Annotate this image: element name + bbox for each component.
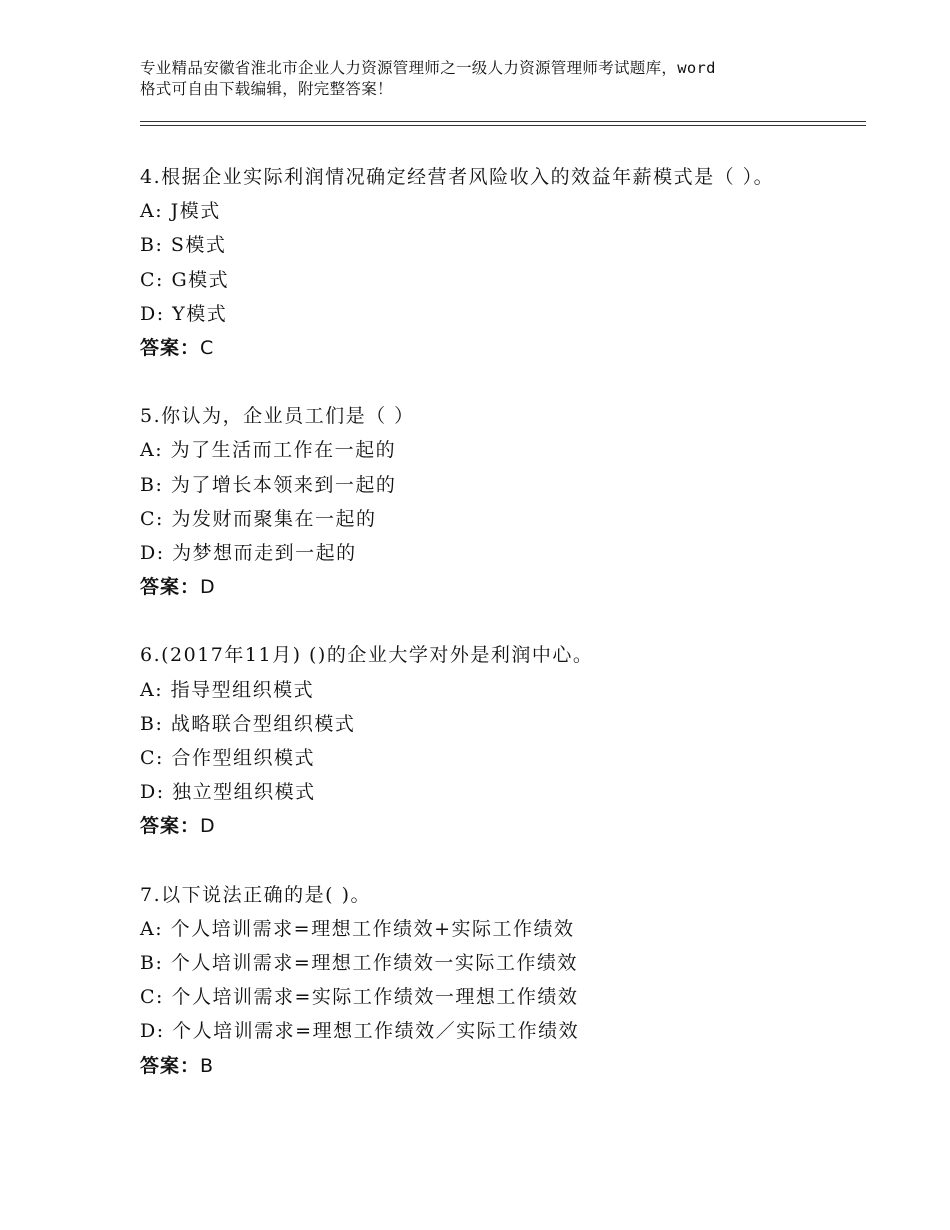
answer-label: 答案： [140,337,201,360]
question-stem: 5.你认为，企业员工们是（ ） [140,405,415,428]
question-4 [140,160,840,365]
option-d: D: 独立型组织模式 [140,781,316,804]
option-a: A: 个人培训需求=理想工作绩效+实际工作绩效 [140,917,575,940]
option-c: C: 为发财而聚集在一起的 [140,507,377,530]
option-c: C: G模式 [140,268,230,291]
document-header [140,58,830,100]
question-5 [140,399,840,604]
option-b: B: 个人培训需求=理想工作绩效一实际工作绩效 [140,952,578,975]
question-stem: 6.(2017年11月) ()的企业大学对外是利润中心。 [140,644,594,667]
answer-value: D [200,815,216,838]
question-6 [140,638,840,843]
answer-label: 答案： [140,1054,201,1077]
option-d: D: 个人培训需求=理想工作绩效／实际工作绩效 [140,1020,580,1043]
option-a: A: J模式 [140,200,221,223]
answer-value: B [200,1054,215,1077]
option-c: C: 合作型组织模式 [140,747,315,770]
header-line-2: 格式可自由下载编辑，附完整答案！ [140,80,393,98]
answer-line [140,809,840,843]
answer-value: C [200,337,215,360]
question-list [140,160,840,1117]
option-b: B: S模式 [140,234,227,257]
option-a: A: 指导型组织模式 [140,678,315,701]
question-stem: 4.根据企业实际利润情况确定经营者风险收入的效益年薪模式是（ ）。 [140,166,775,188]
option-d: D: Y模式 [140,302,228,325]
answer-label: 答案： [140,815,201,838]
answer-value: D [200,576,216,599]
option-b: B: 战略联合型组织模式 [140,712,356,735]
header-divider [140,121,866,126]
answer-label: 答案： [140,576,201,599]
header-line-1: 专业精品安徽省淮北市企业人力资源管理师之一级人力资源管理师考试题库，word [140,59,716,77]
question-7 [140,878,840,1083]
answer-line [140,1049,840,1083]
answer-line [140,570,840,604]
question-stem: 7.以下说法正确的是( )。 [140,883,371,906]
option-a: A: 为了生活而工作在一起的 [140,439,397,462]
option-c: C: 个人培训需求=实际工作绩效一理想工作绩效 [140,986,579,1009]
option-d: D: 为梦想而走到一起的 [140,542,357,565]
option-b: B: 为了增长本领来到一起的 [140,473,397,496]
answer-line [140,331,840,365]
